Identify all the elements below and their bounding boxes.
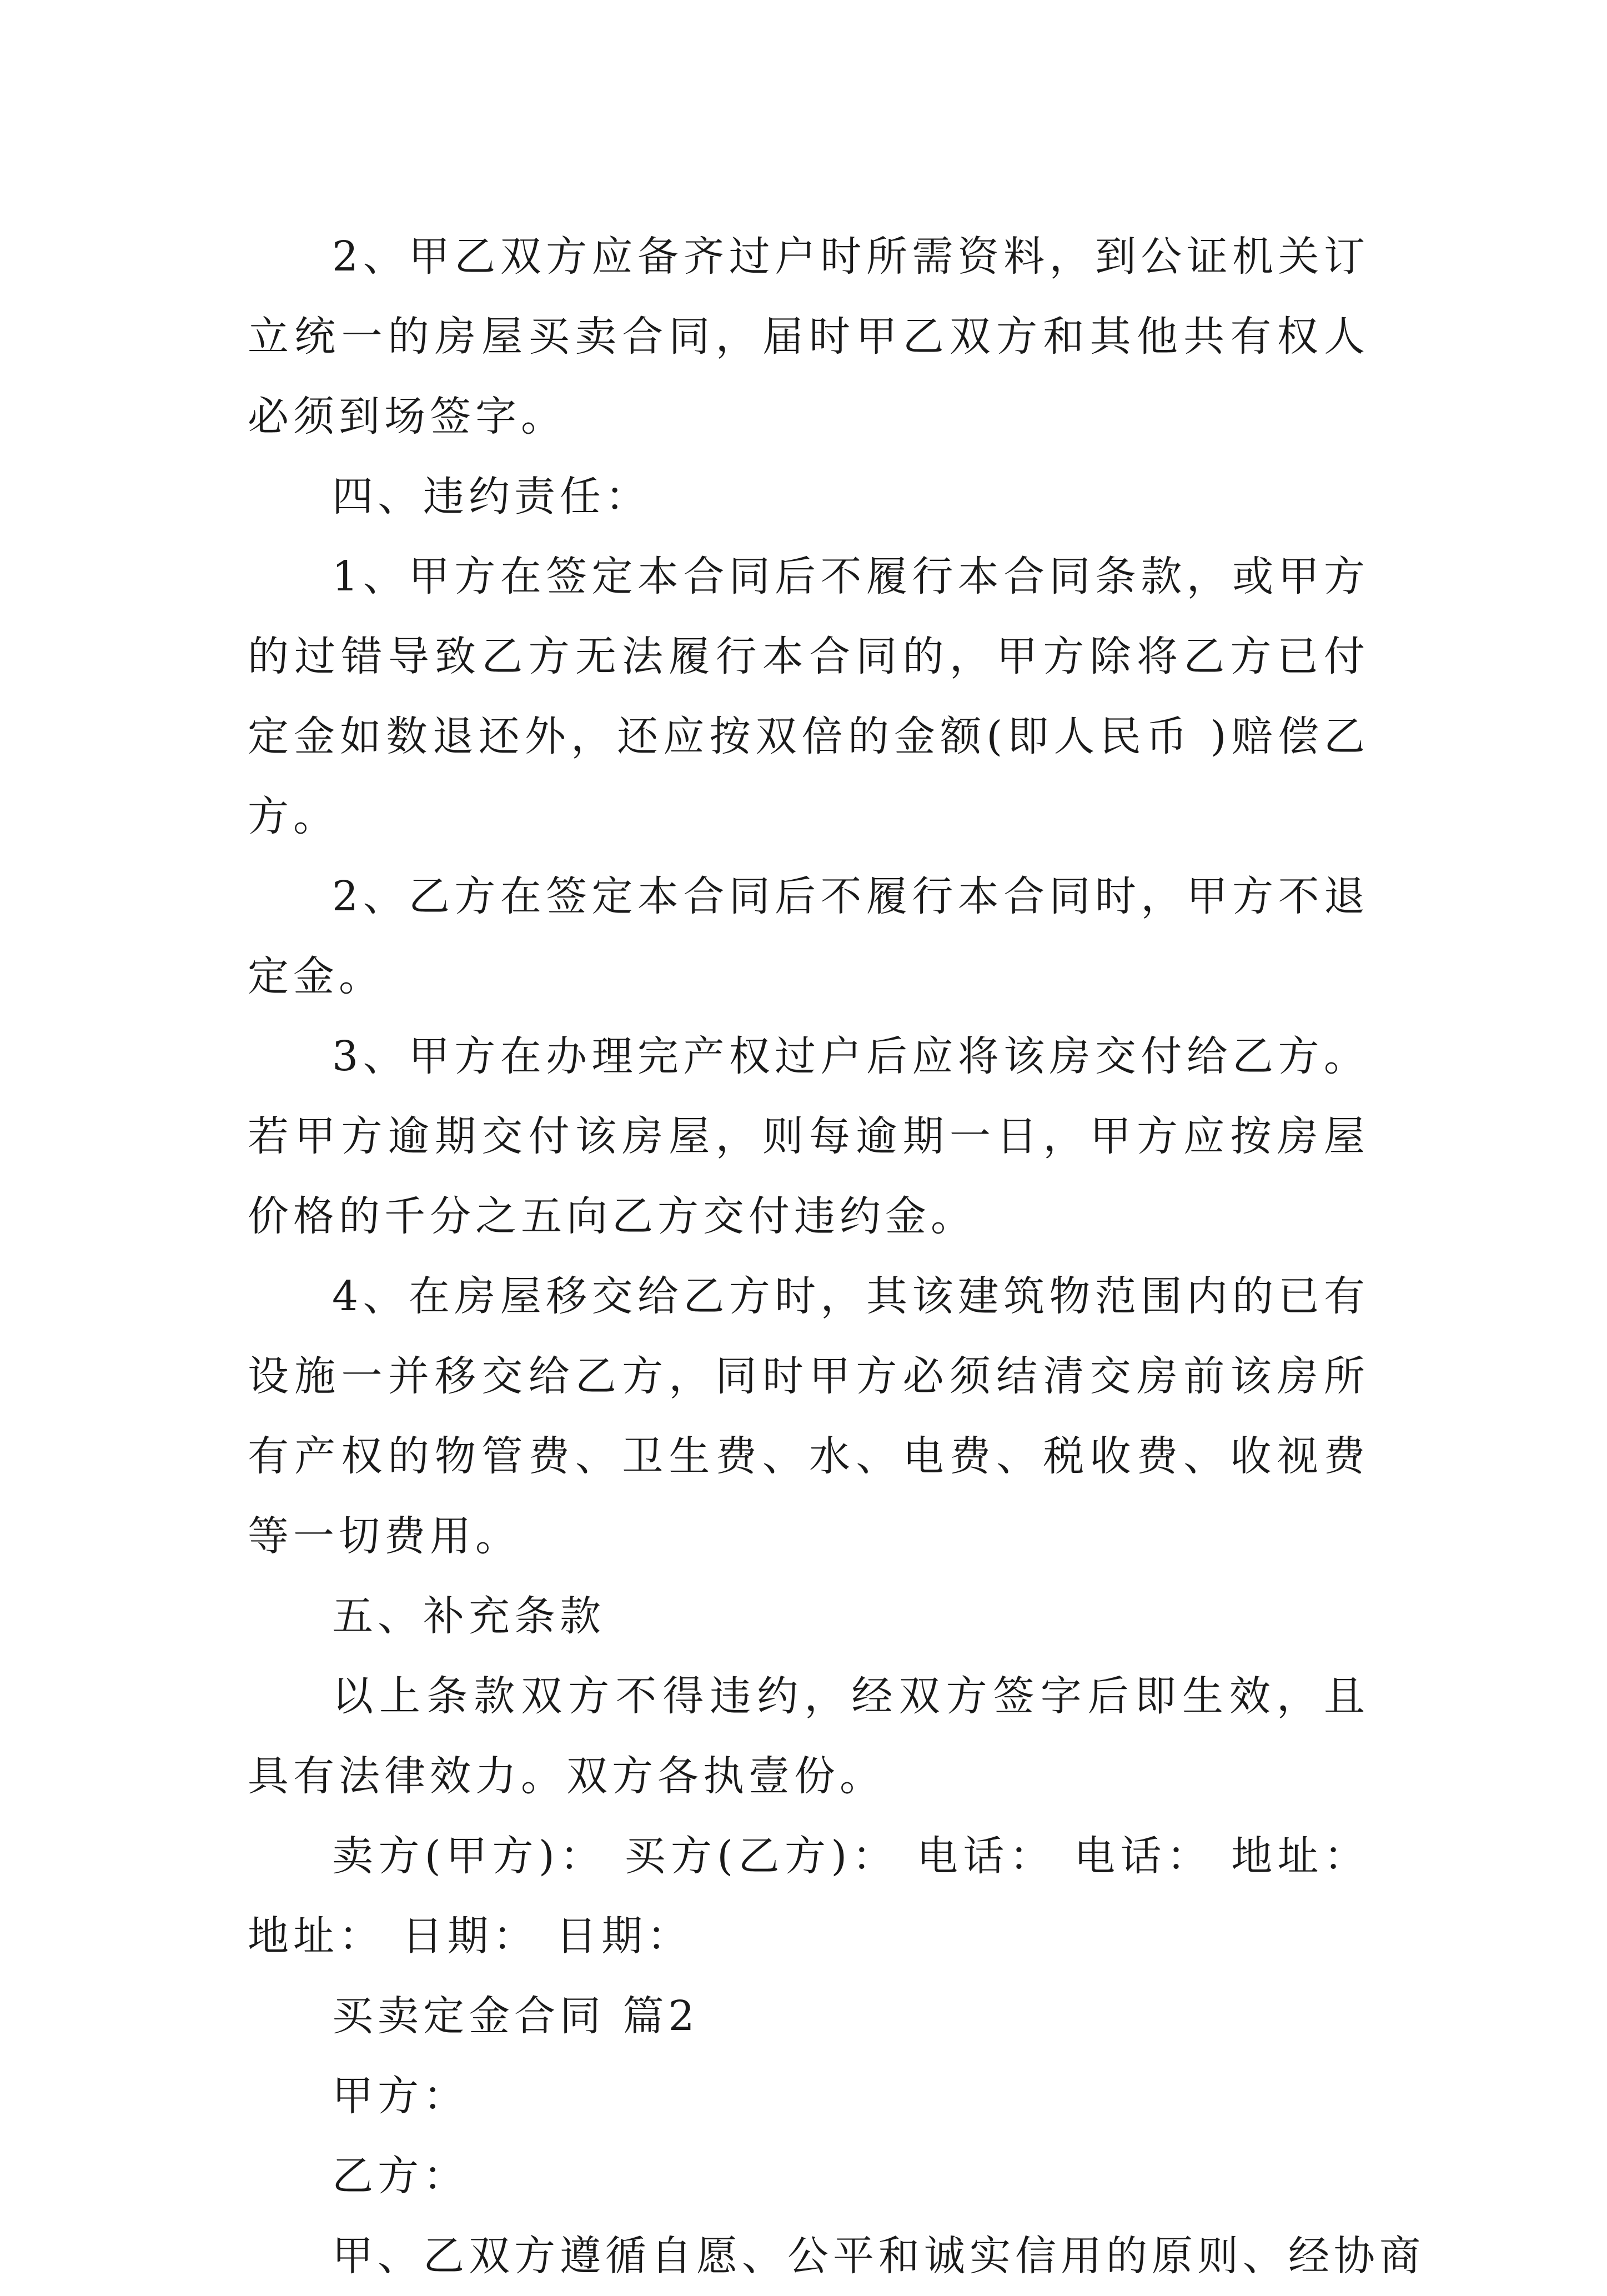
clause-4-3-paragraph: 3、甲方在办理完产权过户后应将该房交付给乙方。若甲方逾期交付该房屋，则每逾期一日，甲方应按房屋价格的千分之五向乙方交付违约金。 (248, 1032, 1369, 1240)
clause-4-4-paragraph: 4、在房屋移交给乙方时，其该建筑物范围内的已有设施一并移交给乙方，同时甲方必须结清交房前该房所有产权的物管费、卫生费、水、电费、税收费、收视费等一切费用。 (248, 1272, 1369, 1560)
section-5-heading: 五、补充条款 (332, 1592, 605, 1640)
clause-4-2-paragraph: 2、乙方在签定本合同后不履行本合同时，甲方不退定金。 (248, 873, 1369, 1000)
contract-2-title: 买卖定金合同 篇2 (332, 1992, 699, 2040)
party-a-label: 甲方： (332, 2072, 469, 2120)
document-page (248, 217, 1425, 2296)
clause-4-1-paragraph: 1、甲方在签定本合同后不履行本合同条款，或甲方的过错导致乙方无法履行本合同的，甲方除将乙方已付定金如数退还外，还应按双倍的金额(即人民币 )赔偿乙方。 (248, 553, 1369, 840)
clause-3-2-paragraph: 2、甲乙双方应备齐过户时所需资料，到公证机关订立统一的房屋买卖合同，届时甲乙双方和其他共有权人必须到场签字。 (248, 233, 1369, 440)
preamble-paragraph: 甲、乙双方遵循自愿、公平和诚实信用的原则、经协商 (332, 2232, 1425, 2280)
signature-fields-paragraph: 卖方(甲方)： 买方(乙方)： 电话： 电话： 地址： 地址： 日期： 日期： (248, 1832, 1369, 1960)
supplementary-paragraph: 以上条款双方不得违约，经双方签字后即生效，且具有法律效力。双方各执壹份。 (248, 1672, 1369, 1800)
party-b-label: 乙方： (332, 2152, 469, 2200)
section-4-heading: 四、违约责任： (332, 473, 651, 520)
